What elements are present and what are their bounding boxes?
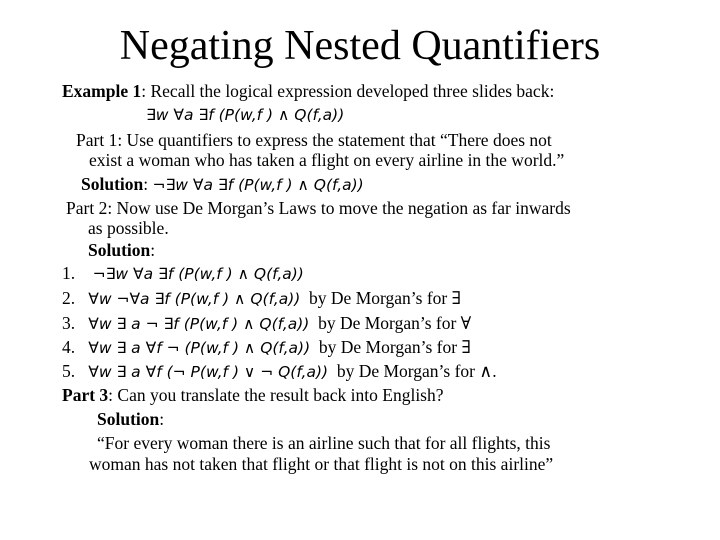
part-1-text: Part 1: Use quantifiers to express the statement that “There does not — [76, 130, 552, 150]
step-justification: by De Morgan’s for ∃ — [318, 337, 471, 357]
step-formula: ∀w ¬∀a ∃f (P(w,f ) ∧ Q(f,a)) — [88, 290, 301, 308]
part-2-text-2: as possible. — [88, 218, 169, 238]
step-justification: by De Morgan’s for ∀ — [318, 313, 472, 333]
part-3-line — [62, 384, 444, 406]
step-number: 1. — [62, 263, 76, 283]
part-1-line-2 — [89, 149, 564, 171]
part-3-text: : Can you translate the result back into English? — [108, 385, 444, 405]
step-justification: by De Morgan’s for ∃ — [309, 288, 462, 308]
step-number: 2. — [62, 288, 76, 308]
part-2-solution — [88, 239, 155, 261]
part-3-solution — [97, 408, 164, 430]
step-formula: ∀w ∃ a ∀f (¬ P(w,f ) ∨ ¬ Q(f,a)) — [88, 363, 329, 381]
part-3-answer-text-2: woman has not taken that flight or that flight is not on this airline” — [89, 454, 554, 474]
solution-colon: : — [150, 240, 156, 260]
step-formula: ∀w ∃ a ∀f ¬ (P(w,f ) ∧ Q(f,a)) — [88, 339, 311, 357]
example-1-formula: ∃w ∀a ∃f (P(w,f ) ∧ Q(f,a)) — [146, 106, 345, 124]
step-formula: ¬∃w ∀a ∃f (P(w,f ) ∧ Q(f,a)) — [92, 265, 304, 283]
solution-label: Solution — [88, 240, 151, 260]
part-2-text: Part 2: Now use De Morgan’s Laws to move the negation as far inwards — [66, 198, 571, 218]
step-number: 5. — [62, 361, 76, 381]
part-3-answer-text: “For every woman there is an airline such that for all flights, this — [97, 433, 551, 453]
step-justification: by De Morgan’s for ∧. — [336, 361, 497, 381]
part-1-line — [76, 129, 552, 151]
part-3-answer-line-2 — [89, 453, 553, 475]
slide-title: Negating Nested Quantifiers — [119, 23, 601, 69]
part-3-label: Part 3 — [62, 385, 109, 405]
example-1-text: : Recall the logical expression developed three slides back: — [141, 81, 555, 101]
part-2-line-2 — [88, 217, 169, 239]
step-4 — [62, 336, 471, 359]
step-number: 4. — [62, 337, 76, 357]
step-1 — [62, 262, 304, 285]
part-3-answer-line-1 — [97, 432, 550, 454]
example-1-label: Example 1 — [62, 81, 142, 101]
part-2-line — [66, 197, 571, 219]
solution-label: Solution — [97, 409, 160, 429]
step-3 — [62, 312, 471, 335]
solution-colon: : — [143, 174, 153, 194]
part-1-solution-formula: ¬∃w ∀a ∃f (P(w,f ) ∧ Q(f,a)) — [152, 176, 364, 194]
part-1-solution — [81, 173, 364, 196]
step-number: 3. — [62, 313, 76, 333]
example-1-line — [62, 80, 554, 102]
solution-colon: : — [159, 409, 165, 429]
example-1-expression — [146, 103, 344, 126]
step-5 — [62, 360, 497, 383]
solution-label: Solution — [81, 174, 144, 194]
step-2 — [62, 287, 461, 310]
part-1-text-2: exist a woman who has taken a flight on every airline in the world.” — [89, 150, 565, 170]
step-formula: ∀w ∃ a ¬ ∃f (P(w,f ) ∧ Q(f,a)) — [88, 315, 310, 333]
